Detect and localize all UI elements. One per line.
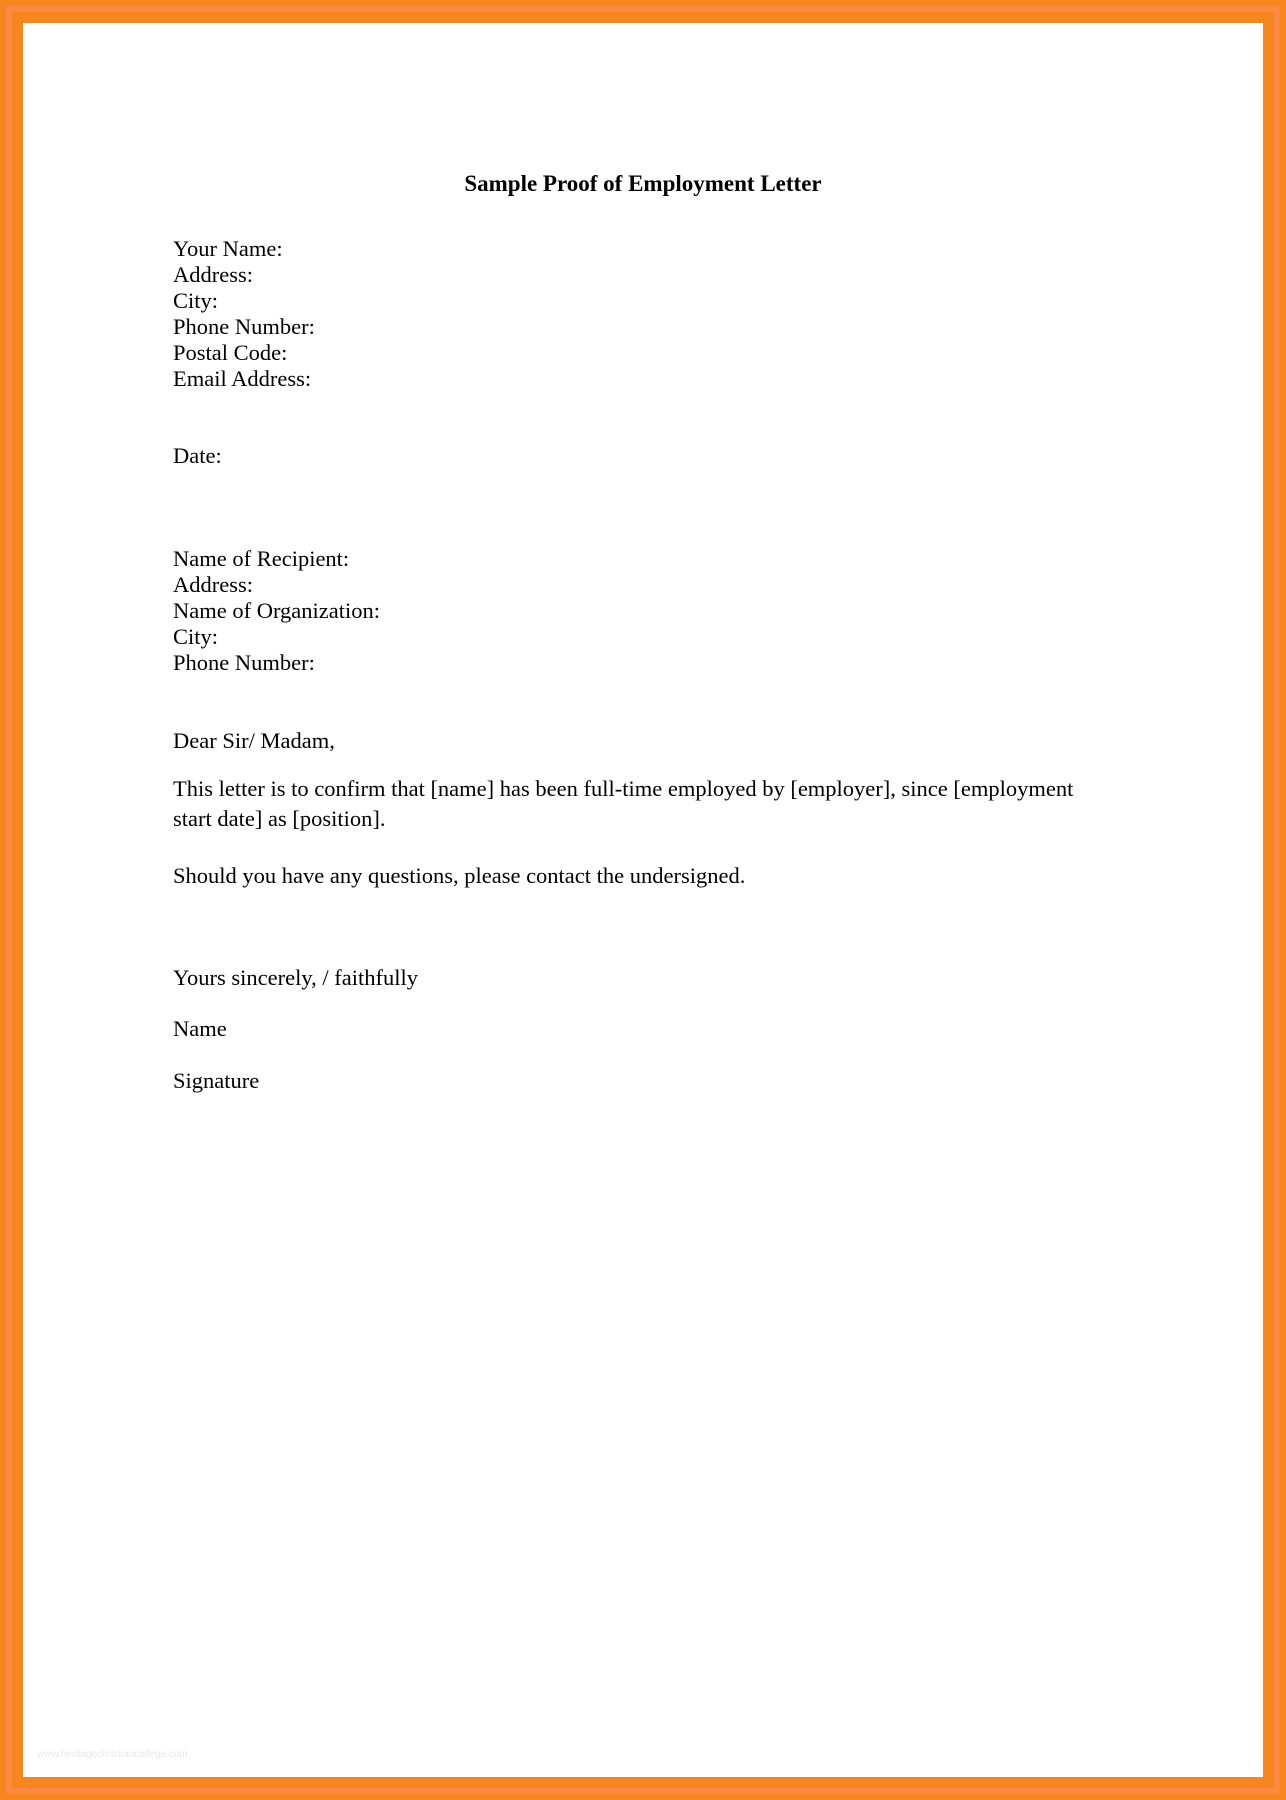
sender-address-field: Address:	[173, 262, 253, 287]
sender-name-field: Your Name:	[173, 236, 283, 261]
letter-page	[23, 23, 1263, 1777]
recipient-address-field: Address:	[173, 572, 253, 597]
recipient-name-field: Name of Recipient:	[173, 546, 350, 571]
recipient-phone-field: Phone Number:	[173, 650, 315, 675]
watermark-text: www.heritagechristiancollege.com	[37, 1749, 188, 1760]
sender-email-field: Email Address:	[173, 366, 312, 391]
sender-postal-code-field: Postal Code:	[173, 340, 288, 365]
document-title: Sample Proof of Employment Letter	[464, 171, 822, 196]
closing-paragraph: Should you have any questions, please contact the undersigned.	[173, 863, 746, 888]
recipient-organization-field: Name of Organization:	[173, 598, 381, 623]
sender-city-field: City:	[173, 288, 219, 313]
salutation: Dear Sir/ Madam,	[173, 728, 335, 753]
name-label: Name	[173, 1016, 227, 1041]
sign-off: Yours sincerely, / faithfully	[173, 965, 418, 990]
date-field: Date:	[173, 443, 222, 468]
recipient-city-field: City:	[173, 624, 219, 649]
signature-label: Signature	[173, 1068, 260, 1093]
body-paragraph: This letter is to confirm that [name] has been full-time employed by [employer], since [employment start date] as [position].	[173, 776, 1074, 831]
sender-phone-field: Phone Number:	[173, 314, 315, 339]
